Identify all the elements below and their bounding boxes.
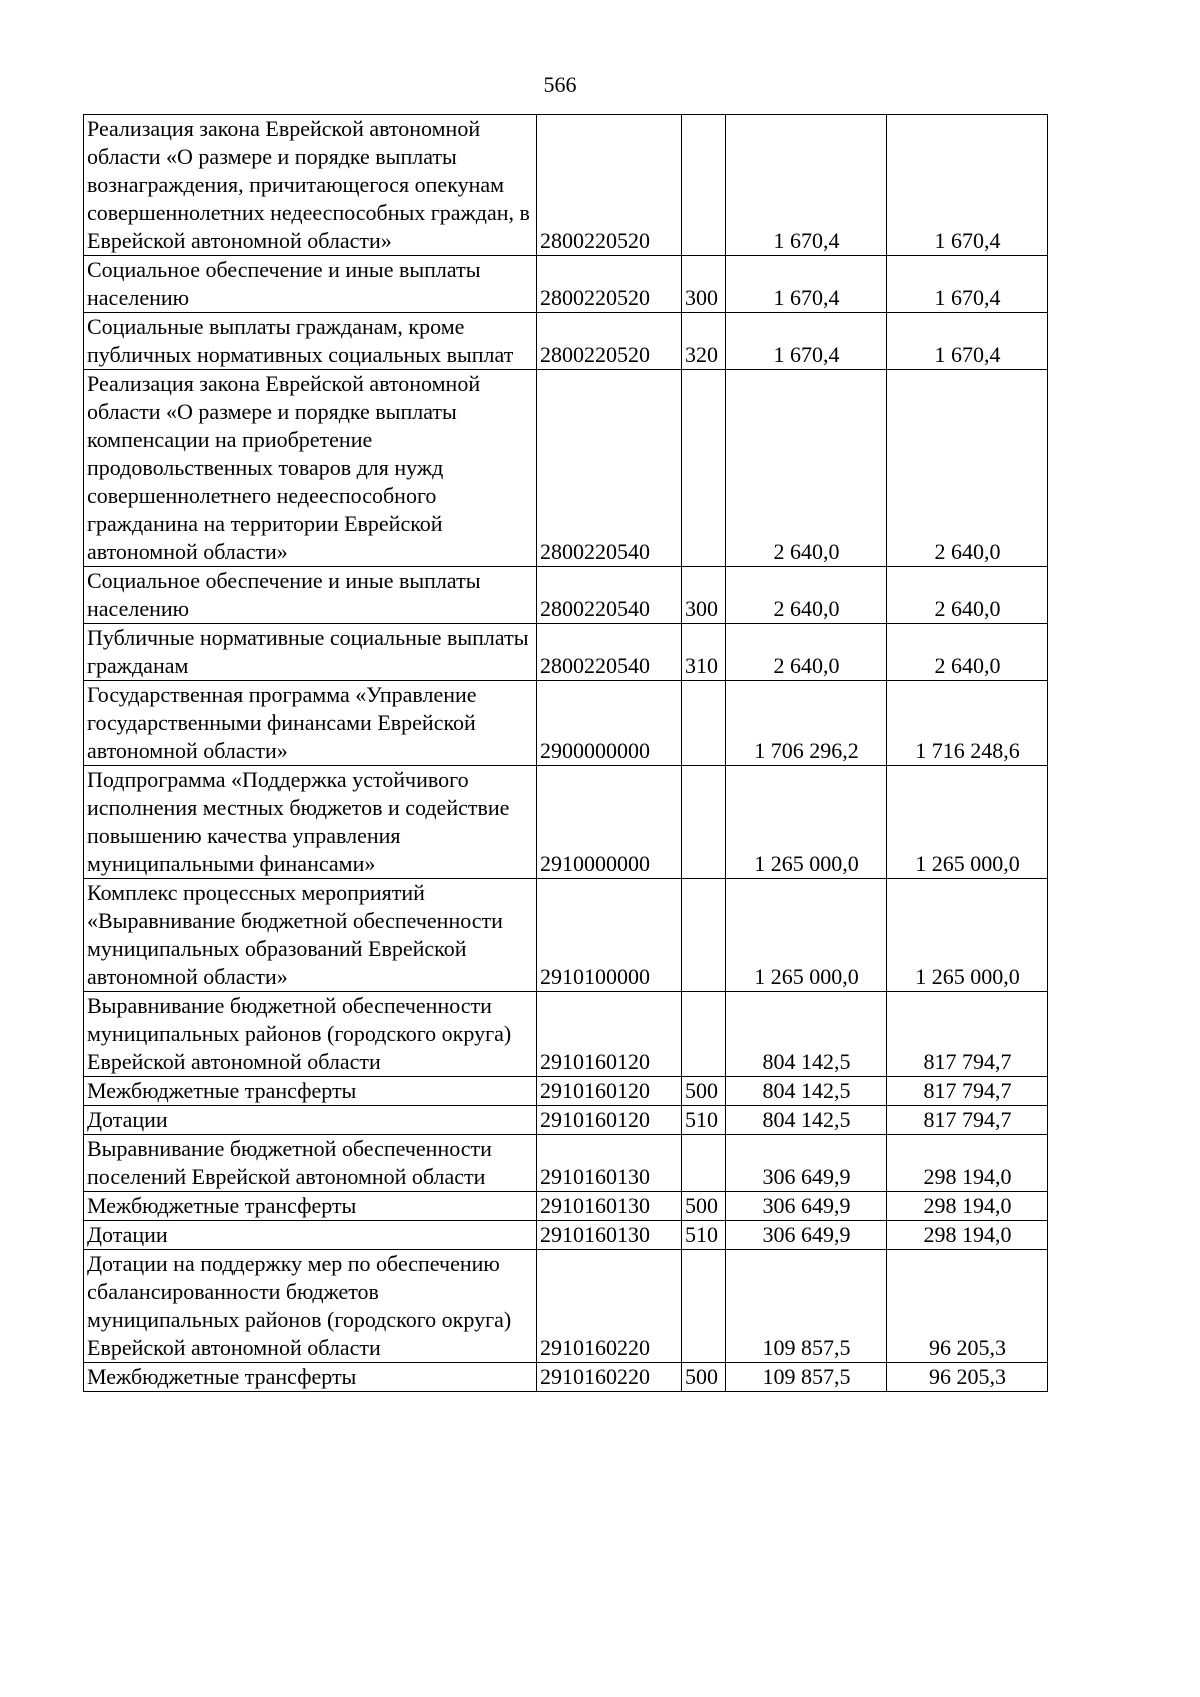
row-name-cell: Реализация закона Еврейской автономной области «О размере и порядке выплаты вознаграждения, причитающегося опекунам совершеннолетних недееспособных граждан, в Еврейской автономной области»: [84, 115, 537, 256]
row-name-cell: Подпрограмма «Поддержка устойчивого исполнения местных бюджетов и содействие повышению качества управления муниципальными финансами»: [84, 766, 537, 879]
table-row: [84, 370, 1048, 567]
row-name-cell: Выравнивание бюджетной обеспеченности муниципальных районов (городского округа) Еврейской автономной области: [84, 992, 537, 1077]
amount-year-1-cell: 1 265 000,0: [726, 879, 887, 992]
target-article-code-cell: 2800220540: [537, 624, 682, 681]
target-article-code-cell: 2910160220: [537, 1250, 682, 1363]
expense-type-cell: [682, 681, 726, 766]
amount-year-1-cell: 1 265 000,0: [726, 766, 887, 879]
target-article-code-cell: 2910160120: [537, 1106, 682, 1135]
table-row: [84, 115, 1048, 256]
amount-year-2-cell: 817 794,7: [887, 1077, 1048, 1106]
budget-table: [83, 114, 1048, 1392]
row-name-cell: Государственная программа «Управление государственными финансами Еврейской автономной области»: [84, 681, 537, 766]
amount-year-2-cell: 1 716 248,6: [887, 681, 1048, 766]
row-name-cell: Дотации: [84, 1221, 537, 1250]
expense-type-cell: [682, 370, 726, 567]
row-name-cell: Дотации: [84, 1106, 537, 1135]
amount-year-2-cell: 298 194,0: [887, 1135, 1048, 1192]
row-name-cell: Межбюджетные трансферты: [84, 1192, 537, 1221]
expense-type-cell: 500: [682, 1363, 726, 1392]
amount-year-1-cell: 1 670,4: [726, 313, 887, 370]
amount-year-2-cell: 2 640,0: [887, 567, 1048, 624]
row-name-cell: Реализация закона Еврейской автономной области «О размере и порядке выплаты компенсации на приобретение продовольственных товаров для нужд совершеннолетнего недееспособного гражданина на территории Еврейской автономной области»: [84, 370, 537, 567]
target-article-code-cell: 2800220520: [537, 115, 682, 256]
expense-type-cell: 500: [682, 1077, 726, 1106]
row-name-cell: Дотации на поддержку мер по обеспечению сбалансированности бюджетов муниципальных районов (городского округа) Еврейской автономной области: [84, 1250, 537, 1363]
page-number: 566: [543, 72, 577, 97]
expense-type-cell: 500: [682, 1192, 726, 1221]
expense-type-cell: 510: [682, 1106, 726, 1135]
row-name-cell: Комплекс процессных мероприятий «Выравнивание бюджетной обеспеченности муниципальных образований Еврейской автономной области»: [84, 879, 537, 992]
target-article-code-cell: 2800220520: [537, 256, 682, 313]
row-name-cell: Социальное обеспечение и иные выплаты населению: [84, 567, 537, 624]
expense-type-cell: 310: [682, 624, 726, 681]
expense-type-cell: 300: [682, 256, 726, 313]
row-name-cell: Социальное обеспечение и иные выплаты населению: [84, 256, 537, 313]
row-name-cell: Социальные выплаты гражданам, кроме публичных нормативных социальных выплат: [84, 313, 537, 370]
table-row: [84, 567, 1048, 624]
amount-year-1-cell: 306 649,9: [726, 1221, 887, 1250]
table-row: [84, 879, 1048, 992]
amount-year-2-cell: 298 194,0: [887, 1221, 1048, 1250]
expense-type-cell: 510: [682, 1221, 726, 1250]
table-row: [84, 1192, 1048, 1221]
amount-year-2-cell: 2 640,0: [887, 624, 1048, 681]
table-row: [84, 256, 1048, 313]
amount-year-2-cell: 1 670,4: [887, 256, 1048, 313]
amount-year-1-cell: 1 706 296,2: [726, 681, 887, 766]
table-row: [84, 313, 1048, 370]
amount-year-1-cell: 804 142,5: [726, 992, 887, 1077]
target-article-code-cell: 2800220540: [537, 567, 682, 624]
expense-type-cell: [682, 115, 726, 256]
target-article-code-cell: 2900000000: [537, 681, 682, 766]
expense-type-cell: [682, 992, 726, 1077]
target-article-code-cell: 2910160120: [537, 992, 682, 1077]
amount-year-2-cell: 1 265 000,0: [887, 879, 1048, 992]
target-article-code-cell: 2910000000: [537, 766, 682, 879]
amount-year-2-cell: 817 794,7: [887, 992, 1048, 1077]
expense-type-cell: 300: [682, 567, 726, 624]
amount-year-2-cell: 2 640,0: [887, 370, 1048, 567]
table-row: [84, 1250, 1048, 1363]
table-row: [84, 1077, 1048, 1106]
amount-year-1-cell: 804 142,5: [726, 1106, 887, 1135]
budget-table-body: [84, 115, 1048, 1392]
expense-type-cell: [682, 1250, 726, 1363]
table-row: [84, 1135, 1048, 1192]
amount-year-2-cell: 298 194,0: [887, 1192, 1048, 1221]
amount-year-1-cell: 2 640,0: [726, 370, 887, 567]
expense-type-cell: 320: [682, 313, 726, 370]
expense-type-cell: [682, 879, 726, 992]
amount-year-1-cell: 804 142,5: [726, 1077, 887, 1106]
amount-year-1-cell: 1 670,4: [726, 256, 887, 313]
target-article-code-cell: 2910160220: [537, 1363, 682, 1392]
table-row: [84, 1221, 1048, 1250]
row-name-cell: Межбюджетные трансферты: [84, 1077, 537, 1106]
row-name-cell: Межбюджетные трансферты: [84, 1363, 537, 1392]
table-row: [84, 1363, 1048, 1392]
row-name-cell: Публичные нормативные социальные выплаты гражданам: [84, 624, 537, 681]
target-article-code-cell: 2910160130: [537, 1135, 682, 1192]
amount-year-2-cell: 817 794,7: [887, 1106, 1048, 1135]
target-article-code-cell: 2910100000: [537, 879, 682, 992]
target-article-code-cell: 2910160120: [537, 1077, 682, 1106]
table-row: [84, 766, 1048, 879]
amount-year-1-cell: 109 857,5: [726, 1250, 887, 1363]
amount-year-2-cell: 96 205,3: [887, 1363, 1048, 1392]
amount-year-1-cell: 1 670,4: [726, 115, 887, 256]
amount-year-1-cell: 306 649,9: [726, 1192, 887, 1221]
target-article-code-cell: 2800220520: [537, 313, 682, 370]
amount-year-1-cell: 109 857,5: [726, 1363, 887, 1392]
target-article-code-cell: 2910160130: [537, 1192, 682, 1221]
amount-year-2-cell: 1 265 000,0: [887, 766, 1048, 879]
amount-year-1-cell: 2 640,0: [726, 567, 887, 624]
table-row: [84, 1106, 1048, 1135]
table-row: [84, 992, 1048, 1077]
expense-type-cell: [682, 766, 726, 879]
amount-year-2-cell: 1 670,4: [887, 313, 1048, 370]
expense-type-cell: [682, 1135, 726, 1192]
target-article-code-cell: 2800220540: [537, 370, 682, 567]
table-row: [84, 624, 1048, 681]
table-row: [84, 681, 1048, 766]
amount-year-2-cell: 96 205,3: [887, 1250, 1048, 1363]
amount-year-2-cell: 1 670,4: [887, 115, 1048, 256]
amount-year-1-cell: 2 640,0: [726, 624, 887, 681]
target-article-code-cell: 2910160130: [537, 1221, 682, 1250]
amount-year-1-cell: 306 649,9: [726, 1135, 887, 1192]
row-name-cell: Выравнивание бюджетной обеспеченности поселений Еврейской автономной области: [84, 1135, 537, 1192]
